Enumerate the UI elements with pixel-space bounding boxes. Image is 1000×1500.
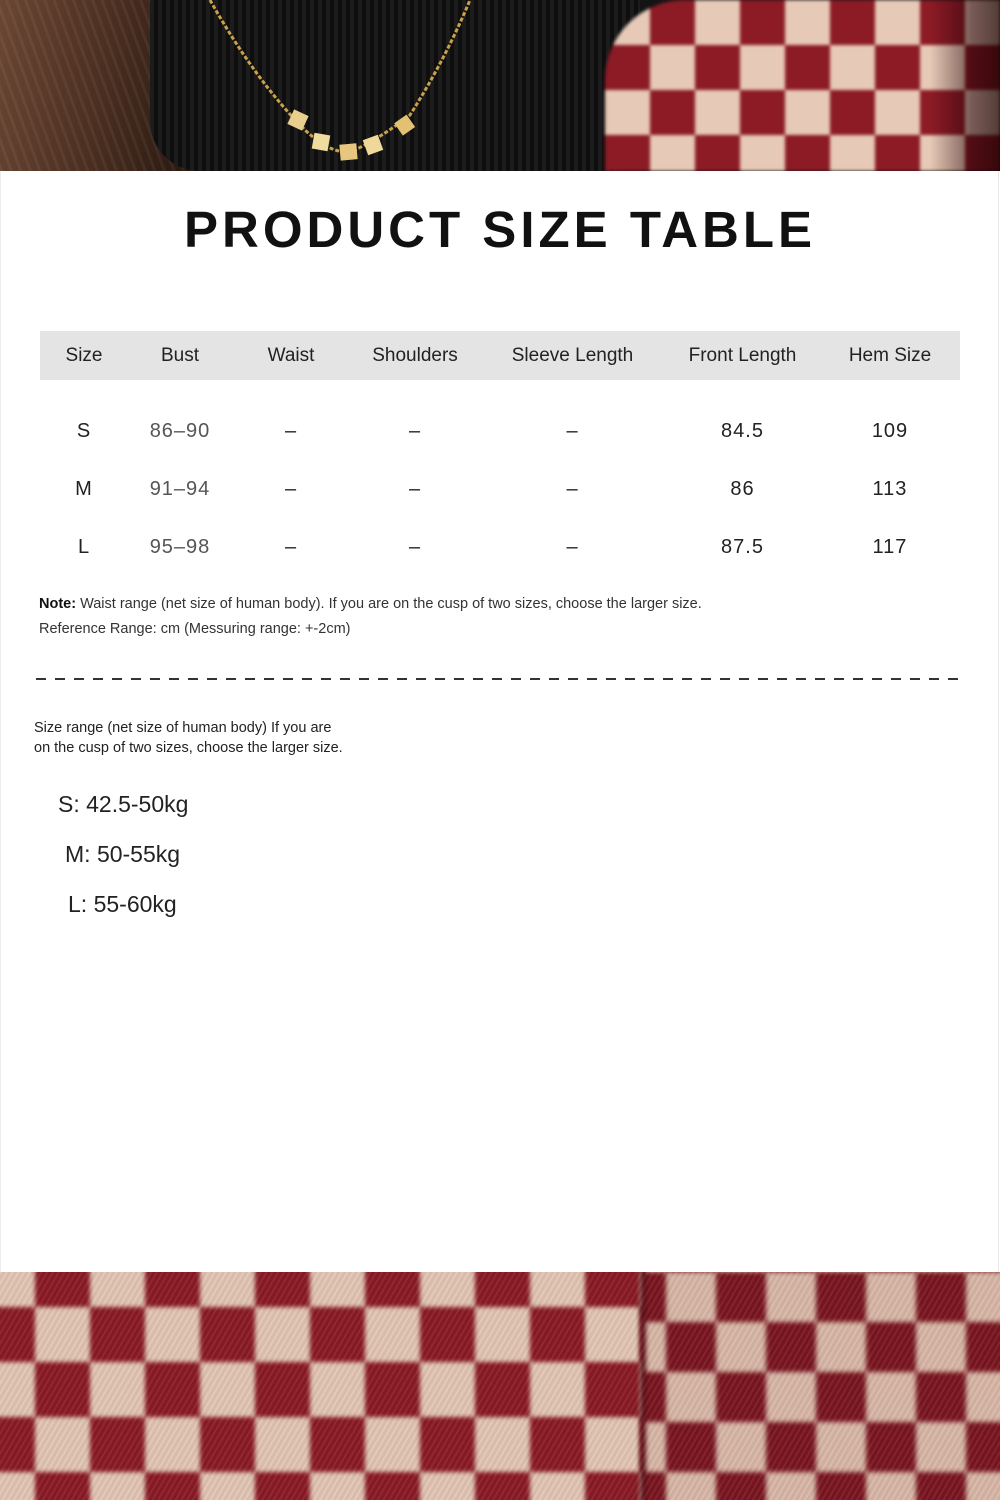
page-title: PRODUCT SIZE TABLE: [183, 201, 817, 258]
gold-necklace-image: [195, 0, 495, 171]
cell-waist: –: [284, 535, 298, 558]
table-row: [40, 460, 960, 518]
table-body: [40, 380, 960, 576]
cell-hem-size: 113: [872, 477, 908, 500]
cell-bust: 91–94: [149, 477, 211, 500]
cell-front-length: 87.5: [721, 535, 764, 558]
size-range-description: [34, 718, 394, 758]
reference-range-text: Reference Range: cm (Messuring range: +-2cm): [39, 621, 351, 637]
header-size: Size: [65, 344, 103, 366]
header-hem-size: Hem Size: [848, 344, 932, 366]
dashed-divider: [36, 678, 960, 680]
header-front-length: Front Length: [688, 344, 797, 366]
cell-shoulders: –: [408, 419, 422, 442]
size-range-line-1: Size range (net size of human body) If you are: [34, 720, 332, 736]
cell-waist: –: [284, 419, 298, 442]
panel-right-edge: [998, 171, 999, 1272]
bottom-fabric-photo: [0, 1272, 1000, 1500]
weight-l: L: 55-60kg: [68, 891, 177, 917]
cell-size: S: [76, 419, 92, 442]
cell-bust: 95–98: [149, 535, 211, 558]
cell-bust: 86–90: [149, 419, 211, 442]
cell-waist: –: [284, 477, 298, 500]
note-label: Note:: [39, 596, 77, 612]
top-product-photo: [0, 0, 1000, 171]
weight-m: M: 50-55kg: [65, 841, 181, 867]
cell-front-length: 86: [730, 477, 755, 500]
note-body: Waist range (net size of human body). If you are on the cusp of two sizes, choose the larger size.: [76, 596, 702, 612]
header-waist: Waist: [267, 344, 315, 366]
cell-hem-size: 109: [871, 419, 909, 442]
cell-size: M: [75, 477, 93, 500]
header-bust: Bust: [160, 344, 200, 366]
header-shoulders: Shoulders: [372, 344, 458, 366]
size-table: [40, 331, 960, 576]
table-row: [40, 518, 960, 576]
cell-shoulders: –: [408, 535, 422, 558]
size-range-line-2: on the cusp of two sizes, choose the larger size.: [34, 740, 343, 756]
panel-left-edge: [0, 171, 1, 1272]
cell-hem-size: 117: [872, 535, 908, 558]
cell-shoulders: –: [408, 477, 422, 500]
table-header-row: [40, 331, 960, 380]
weight-s: S: 42.5-50kg: [58, 791, 189, 817]
note-text: [39, 596, 702, 612]
fabric-texture: [0, 1272, 1000, 1500]
table-row: [40, 402, 960, 460]
cell-sleeve-length: –: [566, 477, 579, 500]
cell-size: L: [77, 535, 91, 558]
cell-front-length: 84.5: [721, 419, 764, 442]
plaid-shadow: [930, 0, 1000, 171]
cell-sleeve-length: –: [566, 419, 579, 442]
header-sleeve-length: Sleeve Length: [511, 344, 634, 366]
cell-sleeve-length: –: [566, 535, 579, 558]
